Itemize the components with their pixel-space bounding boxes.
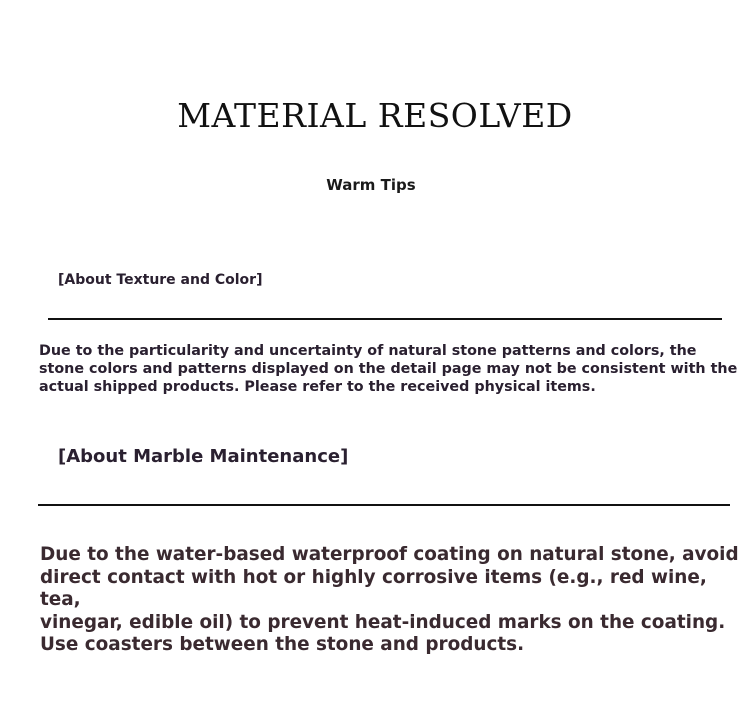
text-line: Use coasters between the stone and products. [40,634,525,655]
section-heading-texture-color: [About Texture and Color] [58,272,263,288]
text-line: Due to the water-based waterproof coating on natural stone, avoid [40,544,739,565]
text-line: vinegar, edible oil) to prevent heat-induced marks on the coating. [40,611,726,633]
subtitle-warm-tips: Warm Tips [326,176,416,194]
section-text-texture-color [39,342,739,396]
divider-line [48,318,722,320]
page-title: MATERIAL RESOLVED [177,96,573,135]
text-line: Due to the particularity and uncertainty of natural stone patterns and colors, the [39,343,697,359]
text-line: stone colors and patterns displayed on the detail page may not be consistent with the [39,361,738,377]
text-line: direct contact with hot or highly corrosive items (e.g., red wine, tea, [40,566,707,610]
section-text-marble-maintenance [40,544,740,657]
divider-line [38,504,730,506]
section-heading-marble-maintenance: [About Marble Maintenance] [58,446,349,467]
text-line: actual shipped products. Please refer to the received physical items. [39,379,596,395]
